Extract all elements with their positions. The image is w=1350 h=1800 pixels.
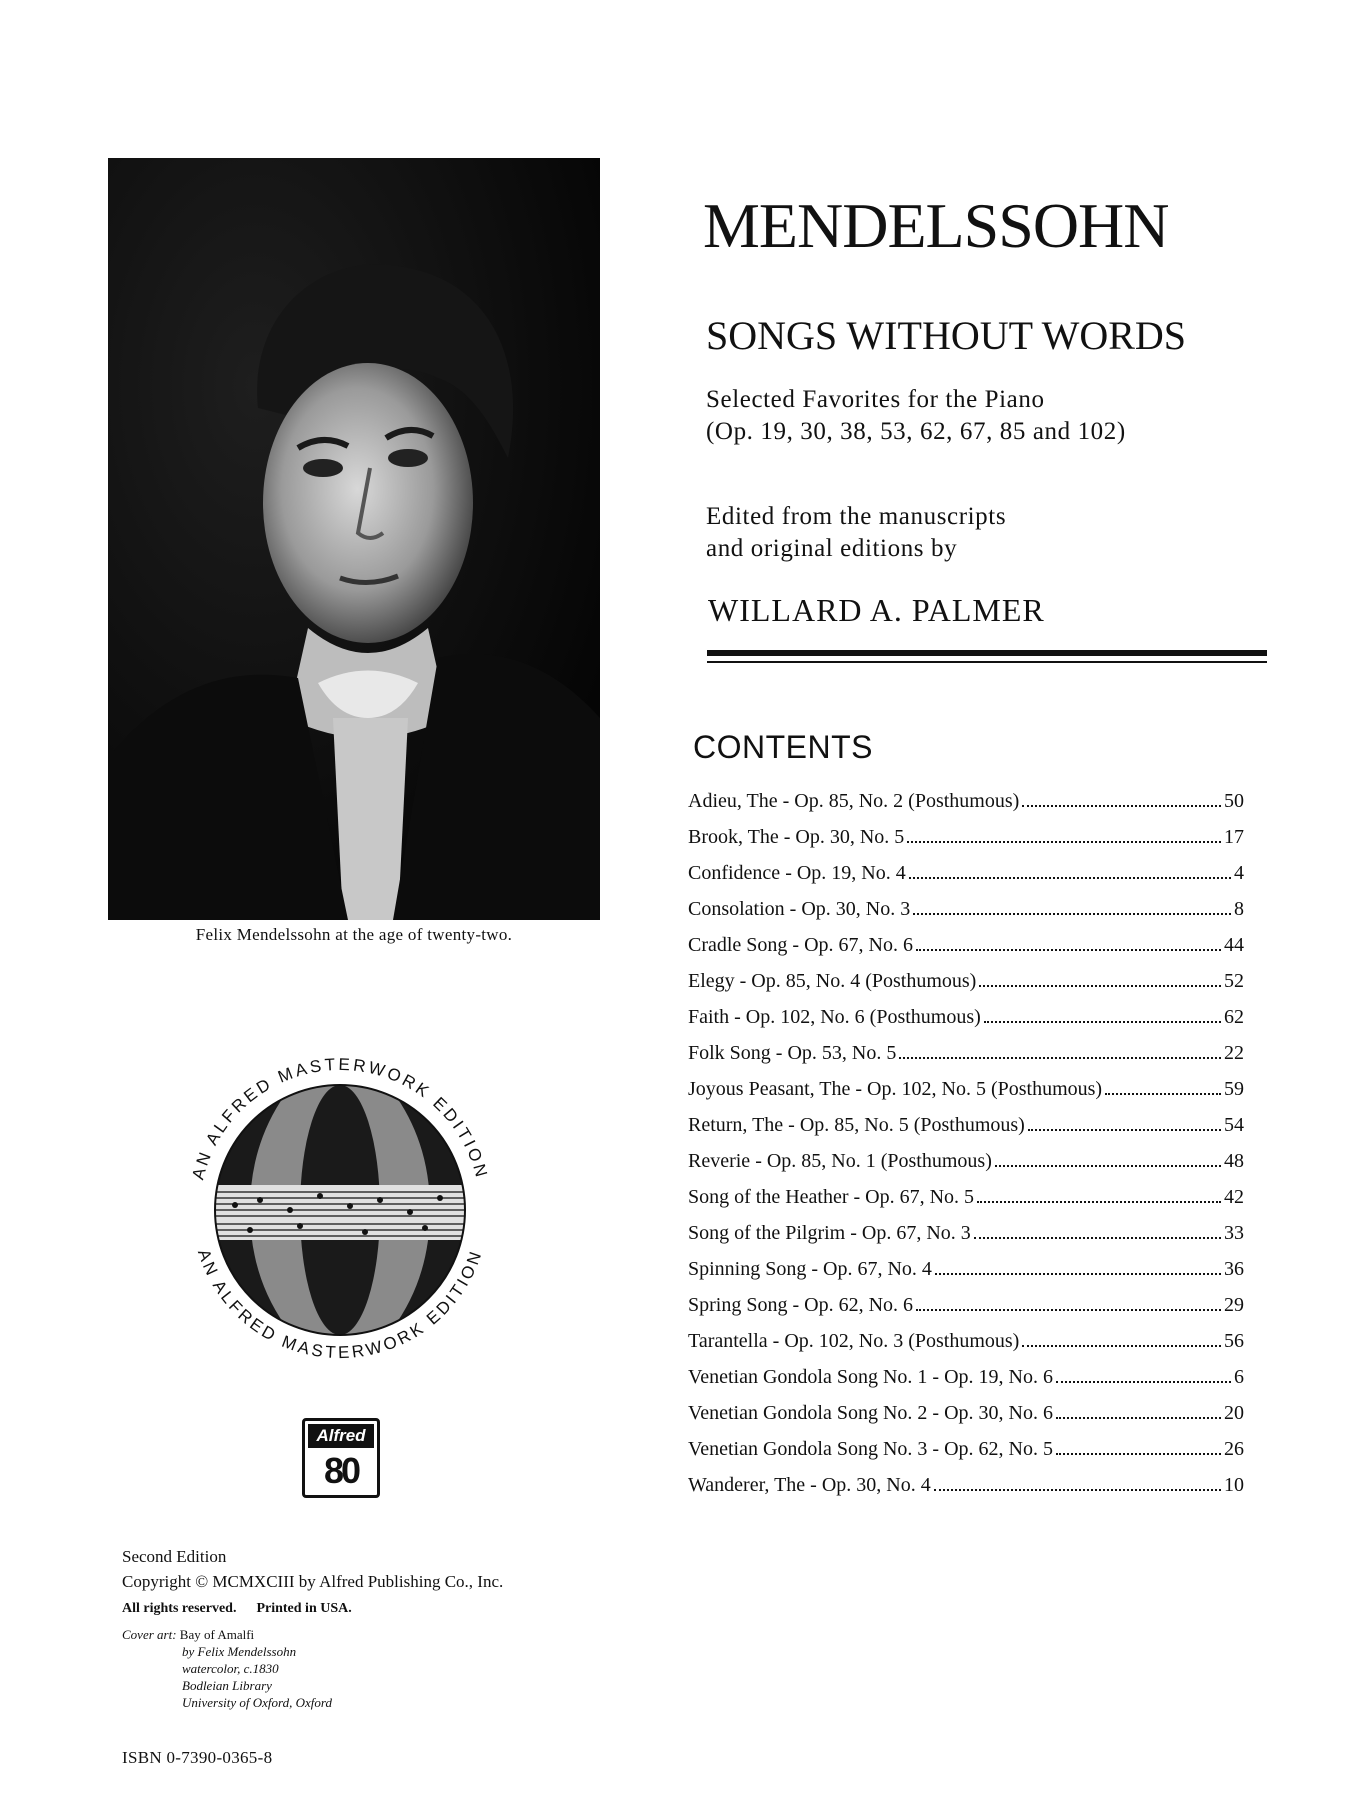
imprint-block bbox=[122, 1544, 503, 1711]
cover-art-university: University of Oxford, Oxford bbox=[182, 1695, 332, 1710]
entry-title: Venetian Gondola Song No. 1 - Op. 19, No. 6 bbox=[688, 1366, 1053, 1388]
contents-entry bbox=[688, 1186, 1244, 1222]
leader-dots bbox=[984, 1021, 1221, 1023]
leader-dots bbox=[977, 1201, 1221, 1203]
editor-name: WILLARD A. PALMER bbox=[708, 592, 1045, 628]
leader-dots bbox=[916, 949, 1221, 951]
isbn: ISBN 0-7390-0365-8 bbox=[122, 1748, 273, 1767]
entry-title: Spinning Song - Op. 67, No. 4 bbox=[688, 1258, 932, 1280]
leader-dots bbox=[1056, 1417, 1221, 1419]
cover-art-medium: watercolor, c.1830 bbox=[182, 1661, 279, 1676]
entry-title: Faith - Op. 102, No. 6 (Posthumous) bbox=[688, 1006, 981, 1028]
contents-entry bbox=[688, 1114, 1244, 1150]
edited-line-2: and original editions by bbox=[706, 535, 958, 562]
printed-in: Printed in USA. bbox=[256, 1601, 352, 1616]
cover-art-library: Bodleian Library bbox=[182, 1678, 272, 1693]
alfred-logo-wordmark: Alfred bbox=[308, 1424, 374, 1448]
entry-page: 29 bbox=[1224, 1294, 1244, 1316]
edited-line-1: Edited from the manuscripts bbox=[706, 503, 1007, 530]
leader-dots bbox=[995, 1165, 1221, 1167]
alfred-logo bbox=[302, 1418, 380, 1498]
contents-entry bbox=[688, 790, 1244, 826]
entry-title: Reverie - Op. 85, No. 1 (Posthumous) bbox=[688, 1150, 992, 1172]
composer-portrait bbox=[108, 158, 600, 920]
edited-by-note bbox=[706, 501, 1006, 565]
entry-title: Venetian Gondola Song No. 2 - Op. 30, No. 6 bbox=[688, 1402, 1053, 1424]
divider-thin bbox=[707, 661, 1267, 663]
cover-art-label: Cover art: bbox=[122, 1627, 177, 1642]
entry-title: Spring Song - Op. 62, No. 6 bbox=[688, 1294, 914, 1316]
entry-title: Confidence - Op. 19, No. 4 bbox=[688, 862, 906, 884]
rights-reserved: All rights reserved. bbox=[122, 1601, 237, 1616]
entry-page: 26 bbox=[1224, 1438, 1244, 1460]
book-subtitle: SONGS WITHOUT WORDS bbox=[706, 313, 1187, 358]
leader-dots bbox=[1022, 805, 1221, 807]
entry-page: 17 bbox=[1224, 826, 1244, 848]
leader-dots bbox=[974, 1237, 1221, 1239]
contents-entry bbox=[688, 1150, 1244, 1186]
entry-page: 59 bbox=[1224, 1078, 1244, 1100]
leader-dots bbox=[1105, 1093, 1221, 1095]
entry-title: Song of the Heather - Op. 67, No. 5 bbox=[688, 1186, 975, 1208]
contents-entry bbox=[688, 862, 1244, 898]
entry-title: Tarantella - Op. 102, No. 3 (Posthumous) bbox=[688, 1330, 1020, 1352]
leader-dots bbox=[907, 841, 1221, 843]
masterwork-edition-emblem bbox=[140, 1010, 540, 1410]
contents-entry bbox=[688, 1258, 1244, 1294]
contents-entry bbox=[688, 970, 1244, 1006]
entry-page: 56 bbox=[1224, 1330, 1244, 1352]
entry-page: 42 bbox=[1224, 1186, 1244, 1208]
entry-title: Song of the Pilgrim - Op. 67, No. 3 bbox=[688, 1222, 971, 1244]
description-line-2: (Op. 19, 30, 38, 53, 62, 67, 85 and 102) bbox=[706, 418, 1126, 445]
book-description bbox=[706, 384, 1126, 448]
entry-title: Venetian Gondola Song No. 3 - Op. 62, No. 5 bbox=[688, 1438, 1053, 1460]
divider-thick bbox=[707, 650, 1267, 656]
entry-page: 6 bbox=[1234, 1366, 1244, 1388]
cover-art-title-line bbox=[122, 1626, 503, 1643]
leader-dots bbox=[916, 1309, 1221, 1311]
entry-page: 48 bbox=[1224, 1150, 1244, 1172]
emblem-top-text: AN ALFRED MASTERWORK EDITION bbox=[188, 1054, 492, 1182]
portrait-caption: Felix Mendelssohn at the age of twenty-two. bbox=[195, 925, 513, 944]
cover-art-title: Bay of Amalfi bbox=[179, 1627, 255, 1642]
contents-heading: CONTENTS bbox=[693, 729, 873, 765]
leader-dots bbox=[913, 913, 1231, 915]
contents-entry bbox=[688, 1042, 1244, 1078]
contents-entry bbox=[688, 1402, 1244, 1438]
entry-page: 44 bbox=[1224, 934, 1244, 956]
emblem-graphic bbox=[140, 1010, 540, 1410]
entry-page: 36 bbox=[1224, 1258, 1244, 1280]
contents-entry bbox=[688, 1078, 1244, 1114]
entry-title: Elegy - Op. 85, No. 4 (Posthumous) bbox=[688, 970, 977, 992]
alfred-logo-mark: 80 bbox=[323, 1450, 359, 1491]
entry-title: Cradle Song - Op. 67, No. 6 bbox=[688, 934, 913, 956]
contents-entry bbox=[688, 826, 1244, 862]
contents-entry bbox=[688, 1294, 1244, 1330]
entry-page: 54 bbox=[1224, 1114, 1244, 1136]
entry-page: 8 bbox=[1234, 898, 1244, 920]
edition-label: Second Edition bbox=[122, 1547, 227, 1566]
leader-dots bbox=[1022, 1345, 1221, 1347]
leader-dots bbox=[899, 1057, 1221, 1059]
entry-title: Return, The - Op. 85, No. 5 (Posthumous) bbox=[688, 1114, 1025, 1136]
leader-dots bbox=[1056, 1381, 1231, 1383]
entry-page: 62 bbox=[1224, 1006, 1244, 1028]
entry-title: Wanderer, The - Op. 30, No. 4 bbox=[688, 1474, 931, 1496]
contents-entry bbox=[688, 1006, 1244, 1042]
composer-title: MENDELSSOHN bbox=[703, 190, 1169, 261]
rights-line bbox=[122, 1594, 503, 1624]
entry-page: 52 bbox=[1224, 970, 1244, 992]
cover-art-artist: by Felix Mendelssohn bbox=[182, 1644, 297, 1659]
leader-dots bbox=[934, 1489, 1221, 1491]
leader-dots bbox=[935, 1273, 1221, 1275]
leader-dots bbox=[979, 985, 1221, 987]
entry-page: 10 bbox=[1224, 1474, 1244, 1496]
contents-list bbox=[688, 790, 1244, 1510]
entry-page: 22 bbox=[1224, 1042, 1244, 1064]
entry-title: Folk Song - Op. 53, No. 5 bbox=[688, 1042, 897, 1064]
description-line-1: Selected Favorites for the Piano bbox=[706, 386, 1045, 413]
contents-entry bbox=[688, 934, 1244, 970]
entry-page: 50 bbox=[1224, 790, 1244, 812]
entry-title: Consolation - Op. 30, No. 3 bbox=[688, 898, 911, 920]
entry-title: Joyous Peasant, The - Op. 102, No. 5 (Posthumous) bbox=[688, 1078, 1103, 1100]
leader-dots bbox=[909, 877, 1231, 879]
contents-entry bbox=[688, 1222, 1244, 1258]
emblem-bottom-text: AN ALFRED MASTERWORK EDITION bbox=[194, 1246, 487, 1363]
entry-page: 20 bbox=[1224, 1402, 1244, 1424]
cover-art-credit bbox=[122, 1626, 503, 1711]
portrait-image bbox=[108, 158, 600, 920]
contents-entry bbox=[688, 1330, 1244, 1366]
copyright-notice: Copyright © MCMXCIII by Alfred Publishing Co., Inc. bbox=[122, 1572, 504, 1591]
entry-title: Brook, The - Op. 30, No. 5 bbox=[688, 826, 905, 848]
contents-entry bbox=[688, 1366, 1244, 1402]
leader-dots bbox=[1056, 1453, 1221, 1455]
entry-page: 4 bbox=[1234, 862, 1244, 884]
leader-dots bbox=[1028, 1129, 1221, 1131]
contents-entry bbox=[688, 898, 1244, 934]
entry-title: Adieu, The - Op. 85, No. 2 (Posthumous) bbox=[688, 790, 1020, 812]
entry-page: 33 bbox=[1224, 1222, 1244, 1244]
contents-entry bbox=[688, 1474, 1244, 1510]
contents-entry bbox=[688, 1438, 1244, 1474]
